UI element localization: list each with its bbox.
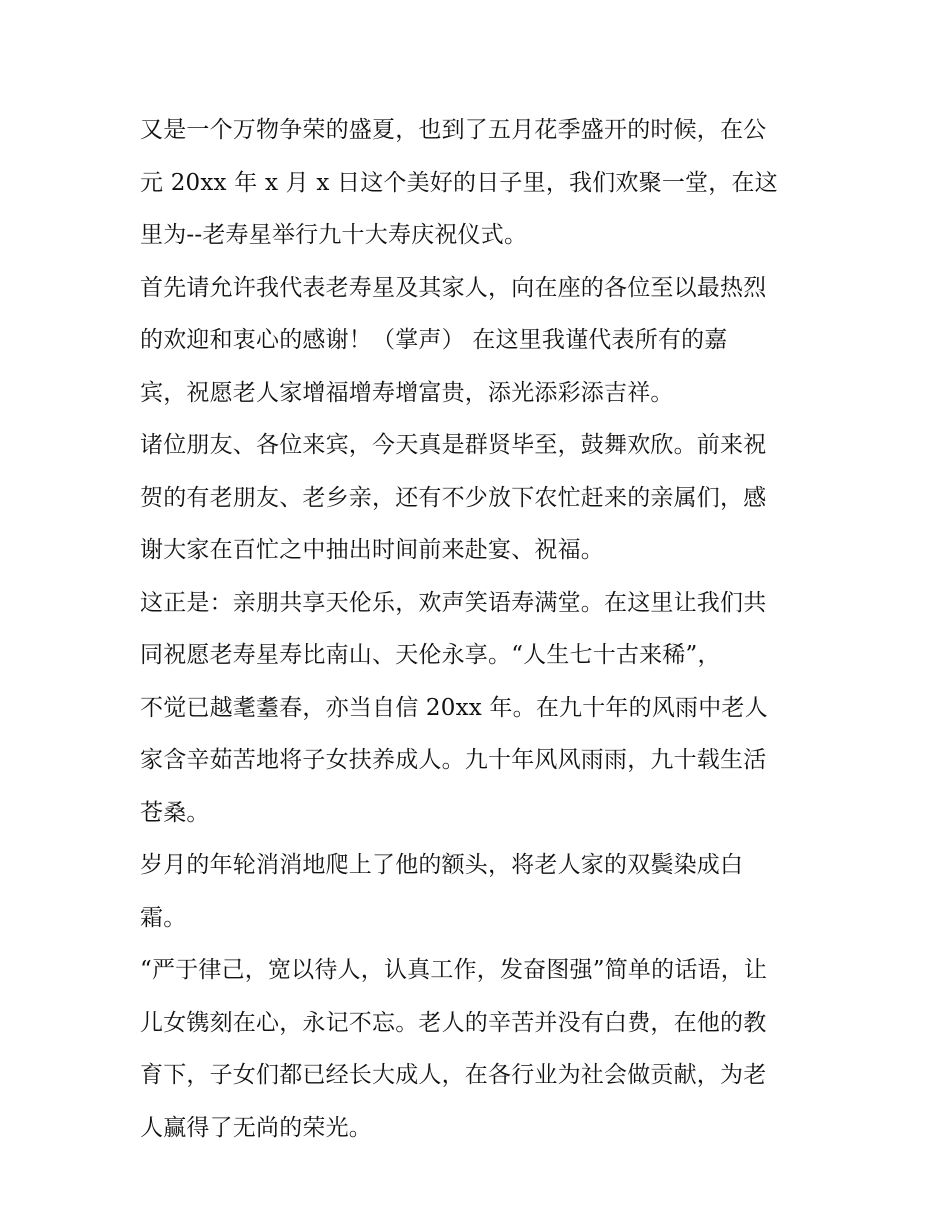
- text-line: 同祝愿老寿星寿比南山、天伦永享。“人生七十古来稀”，: [140, 642, 721, 668]
- text-line: 宾，祝愿老人家增福增寿增富贵，添光添彩添吉祥。: [140, 379, 674, 406]
- paragraph-5: [140, 839, 820, 944]
- paragraph-4: [140, 577, 820, 840]
- text-line: 人赢得了无尚的荣光。: [140, 1114, 372, 1141]
- text-line: 贺的有老朋友、老乡亲，还有不少放下农忙赶来的亲属们，感: [140, 484, 767, 511]
- text-line: 苍桑。: [140, 799, 210, 826]
- text-line: 不觉已越耄耋春，亦当自信 20xx 年。在九十年的风雨中老人: [140, 694, 768, 721]
- text-line: 这正是：亲朋共享天伦乐，欢声笑语寿满堂。在这里让我们共: [140, 589, 767, 616]
- paragraph-6: [140, 944, 820, 1154]
- text-line: 里为--老寿星举行九十大寿庆祝仪式。: [140, 222, 528, 248]
- text-line: 元 20xx 年 x 月 x 日这个美好的日子里，我们欢聚一堂，在这: [140, 169, 778, 196]
- text-line: “严于律己，宽以待人，认真工作，发奋图强”简单的话语，让: [140, 957, 768, 983]
- text-line: 儿女镌刻在心，永记不忘。老人的辛苦并没有白费，在他的教: [140, 1009, 767, 1036]
- text-line: 家含辛茹苦地将子女扶养成人。九十年风风雨雨，九十载生活: [140, 747, 767, 773]
- text-line: 霜。: [140, 904, 187, 931]
- text-line: 的欢迎和衷心的感谢！（掌声） 在这里我谨代表所有的嘉: [140, 327, 728, 353]
- text-line: 谢大家在百忙之中抽出时间前来赴宴、祝福。: [140, 537, 604, 563]
- text-line: 育下，子女们都已经长大成人，在各行业为社会做贡献，为老: [140, 1062, 767, 1088]
- text-line: 首先请允许我代表老寿星及其家人，向在座的各位至以最热烈: [140, 274, 767, 301]
- paragraph-2: [140, 262, 820, 420]
- paragraph-3: [140, 419, 820, 577]
- text-line: 又是一个万物争荣的盛夏，也到了五月花季盛开的时候，在公: [140, 117, 767, 143]
- text-line: 诸位朋友、各位来宾，今天真是群贤毕至，鼓舞欢欣。前来祝: [140, 432, 767, 458]
- document-body: [140, 104, 820, 1154]
- text-line: 岁月的年轮消消地爬上了他的额头，将老人家的双鬓染成白: [140, 852, 744, 878]
- paragraph-1: [140, 104, 820, 262]
